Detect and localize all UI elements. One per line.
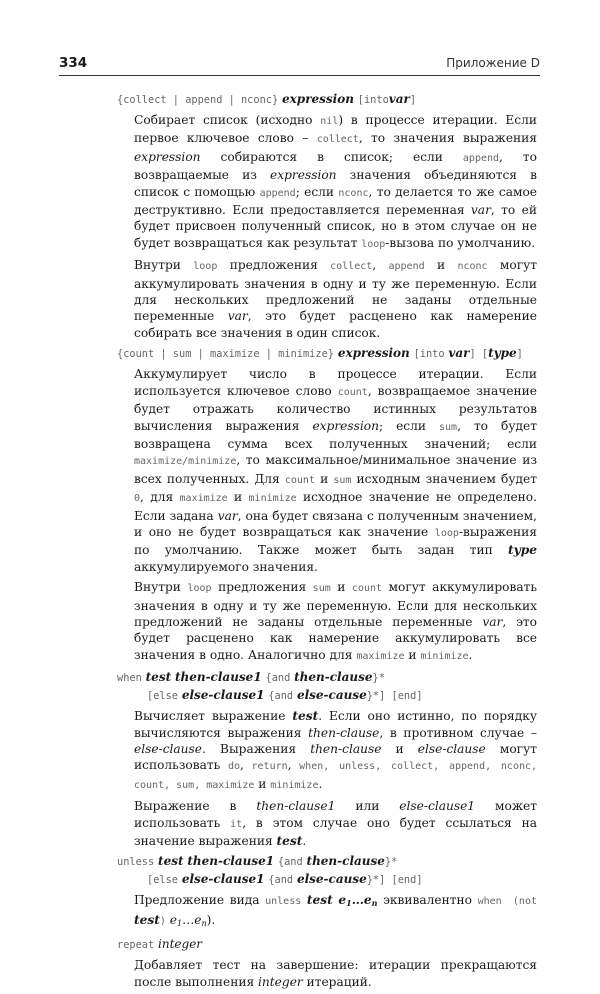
e1-en <box>338 893 377 907</box>
syntax-then-clause: then-clause <box>306 854 385 869</box>
e1-en-2 <box>170 913 207 927</box>
inline-code: loop <box>193 261 218 273</box>
syntax-collect <box>117 91 537 109</box>
syntax-then-clause1: then-clause1 <box>174 670 262 685</box>
syntax-end: }*] [end] <box>366 690 423 703</box>
syntax-test: test <box>158 854 184 869</box>
text-run: предложения <box>211 580 313 595</box>
syntax-and: {and <box>265 672 291 685</box>
paragraph-when-2 <box>134 798 537 849</box>
text-run: предложения <box>217 258 331 273</box>
syntax-count <box>117 345 537 363</box>
text-run: , то значения выражения <box>358 131 537 146</box>
code: ) <box>159 915 166 927</box>
inline-code: nconc <box>457 261 488 273</box>
text-run: Внутри <box>134 258 194 273</box>
inline-code: maximize/minimize <box>134 456 237 468</box>
inline-code: nil <box>320 116 339 127</box>
text-run: ; если <box>378 418 439 433</box>
text-run: , она будет связана с полученным значением, и оно не будет возвращаться как значение <box>134 508 537 539</box>
sub-n: n <box>371 898 378 909</box>
text-run: , это будет расценено как намерение собирать все значения в один список. <box>134 309 537 340</box>
inline-code: loop <box>187 583 212 595</box>
text-run: , то возвращаемые из <box>134 149 538 183</box>
inline-term: type <box>508 543 537 558</box>
inline-term: var <box>217 508 238 523</box>
page-number: 334 <box>59 55 88 71</box>
text: эквивалентно <box>377 893 478 908</box>
inline-code: collect <box>330 261 373 273</box>
syntax-unless-keyword: unless <box>117 856 155 869</box>
syntax-then-clause1: then-clause1 <box>187 854 275 869</box>
dots: … <box>351 893 364 908</box>
paragraph-when-1 <box>134 708 537 794</box>
syntax-expression: expression <box>337 346 410 361</box>
e: e <box>338 893 347 908</box>
syntax-end: }*] [end] <box>366 874 423 887</box>
syntax-type: type <box>488 346 517 361</box>
syntax-and: {and <box>268 690 294 703</box>
text: Предложение вида <box>134 893 266 908</box>
inline-code: sum <box>312 583 331 595</box>
text-run: , это будет расценено как намерение аккумулировать все значения в одно. Аналогично для <box>134 614 538 662</box>
syntax-then-clause: then-clause <box>294 670 373 685</box>
syntax-else: [else <box>147 874 178 887</box>
inline-code: append <box>259 187 296 199</box>
test: test <box>134 912 160 927</box>
text-run: могут аккумулировать значения в одну и ту же переменную. Если для нескольких предложений не заданы отдельные переменные <box>134 580 538 629</box>
syntax-keywords: {collect | append | nconc} <box>117 94 279 106</box>
syntax-integer: integer <box>158 937 203 952</box>
text-run: . Выражения <box>202 742 311 756</box>
e: e <box>363 893 372 908</box>
running-title: Приложение D <box>446 56 540 70</box>
syntax-var: var <box>388 92 410 106</box>
inline-code: maximize <box>179 493 228 505</box>
inline-code: loop <box>434 527 459 539</box>
page-body <box>117 91 537 994</box>
inline-code: return <box>251 761 288 773</box>
inline-code: append <box>388 261 425 273</box>
text-run: , то ей будет присвоен полученный список, но в этом случае он не будет возвращаться как результат <box>134 203 537 250</box>
syntax-star: }* <box>384 856 398 869</box>
text-run: могут аккумулировать значения в одну и ту же переменную. Если для нескольких предложений не заданы отдельные переменные <box>134 258 538 324</box>
text-run: и <box>424 258 458 273</box>
syntax-else-clause1: else-clause1 <box>181 688 265 703</box>
header-rule <box>59 75 540 76</box>
text-run: . <box>302 834 307 849</box>
text-run: . <box>318 776 323 791</box>
syntax-unless <box>117 853 537 889</box>
text-run: . Если оно истинно, по порядку вычисляются выражения <box>134 709 538 740</box>
text-run: может использовать <box>134 799 538 830</box>
syntax-else-line <box>117 871 537 889</box>
inline-code: sum <box>439 421 458 433</box>
syntax-test: test <box>145 670 172 685</box>
inline-term: else-clause <box>134 742 203 756</box>
inline-code: collect <box>316 134 359 146</box>
syntax-else-line <box>117 687 537 705</box>
e: e <box>194 912 202 927</box>
dots: … <box>182 912 195 927</box>
syntax-and: {and <box>277 856 303 869</box>
text-run: и <box>314 471 334 486</box>
inline-term: else-clause1 <box>399 799 476 814</box>
text-run: и <box>381 742 418 756</box>
inline-code: do <box>227 761 240 773</box>
text-run: , в этом случае оно будет ссылаться на значение выражения <box>134 815 537 849</box>
text-run: Собирает список (исходно <box>134 113 321 127</box>
text-run: Вычисляет выражение <box>134 709 293 724</box>
paragraph-collect-1 <box>134 112 537 253</box>
text-run: , возвращаемое значение будет отражать количество истинных результатов вычисления выражения <box>134 383 537 433</box>
paragraph-unless: Предложение вида unless test $e_1\dots e_n$ эквивалентно when (not test) $e_1\dots e_n$). <box>134 893 537 928</box>
syntax-into: [into <box>357 94 389 106</box>
inline-code: append <box>462 152 500 164</box>
text-run: , то делается то же самое деструктивно. Если предоставляется переменная <box>134 184 537 218</box>
inline-term: expression <box>270 168 337 183</box>
sub-1: 1 <box>346 898 352 909</box>
text-run: могут использовать <box>134 742 537 773</box>
text-run: , <box>239 758 252 773</box>
code: (not <box>512 896 537 908</box>
inline-code: when, unless, collect, append, nconc, count, sum, maximize <box>134 761 538 791</box>
text-run: собираются в список; если <box>200 149 463 164</box>
paragraph-repeat <box>134 957 537 990</box>
syntax-else-cause: else-cause <box>296 688 367 703</box>
inline-code: minimize <box>248 493 297 505</box>
syntax-else: [else <box>147 690 178 703</box>
syntax-else-cause: else-cause <box>296 872 367 887</box>
inline-term: then-clause <box>310 742 382 756</box>
syntax-repeat-keyword: repeat <box>117 939 155 952</box>
inline-code: count <box>351 583 383 595</box>
e: e <box>169 912 177 927</box>
text-run: или <box>335 799 400 814</box>
text-run: Аккумулирует число в процессе итерации. Если используется ключевое слово <box>134 367 537 398</box>
code: unless <box>265 896 302 908</box>
syntax-bracket: ] [ <box>469 348 489 361</box>
syntax-when-keyword: when <box>117 672 142 685</box>
text-run: аккумулируемого значения. <box>134 559 318 574</box>
syntax-repeat <box>117 936 537 954</box>
paragraph-count-2 <box>134 579 537 665</box>
paragraph-collect-2 <box>134 257 537 341</box>
inline-term: test <box>276 834 303 849</box>
code: ) <box>206 912 212 927</box>
text-run: Добавляет тест на завершение: итерации прекращаются после выполнения <box>134 958 537 989</box>
text-run: и <box>254 776 271 791</box>
inline-term: var <box>227 309 248 324</box>
text-run: значения объединяются в список с помощью <box>134 168 537 199</box>
sub-1: 1 <box>177 918 183 928</box>
syntax-expression: expression <box>282 92 354 106</box>
syntax-star: }* <box>372 672 385 685</box>
syntax-keywords: {count | sum | maximize | minimize} <box>117 348 334 361</box>
text-run: , в противном случае – <box>379 725 538 740</box>
inline-code: 0 <box>134 493 141 505</box>
inline-term: var <box>482 614 503 629</box>
inline-code: sum <box>333 474 352 486</box>
paragraph-count-1 <box>134 366 537 575</box>
text-run: ; если <box>295 184 339 199</box>
syntax-bracket: ] <box>409 94 417 106</box>
syntax-bracket: ] <box>516 348 523 361</box>
text-run: исходным значением будет <box>351 471 537 486</box>
text-run: -выражения по умолчанию. Также может быть задан тип <box>134 524 537 558</box>
text-run: ) в процессе итерации. Если первое ключевое слово – <box>134 113 537 146</box>
syntax-var: var <box>448 346 470 361</box>
text-run: , то максимальное/минимальное значение из всех полученных. Для <box>134 453 537 486</box>
text-run: и <box>330 580 352 595</box>
inline-term: then-clause <box>308 725 380 740</box>
inline-code: minimize <box>420 650 469 662</box>
inline-term: var <box>470 203 491 218</box>
inline-term: test <box>292 709 319 724</box>
text-run: и <box>404 647 421 662</box>
code: when <box>477 896 502 908</box>
syntax-else-clause1: else-clause1 <box>181 872 265 887</box>
inline-term: expression <box>134 149 201 164</box>
sub-n: n <box>201 918 207 928</box>
inline-code: count <box>284 474 315 486</box>
text-run: -вызова по умолчанию. <box>385 235 536 250</box>
inline-code: maximize <box>356 650 405 662</box>
text-run: и <box>227 490 249 505</box>
test: test <box>306 893 333 908</box>
text-run: , то будет возвращена сумма всех полученных значений; если <box>134 418 537 451</box>
inline-term: then-clause1 <box>256 799 336 814</box>
syntax-and: {and <box>268 874 294 887</box>
inline-term: else-clause <box>417 742 486 756</box>
inline-code: loop <box>361 238 386 250</box>
syntax-into: [into <box>413 348 445 361</box>
inline-code: nconc <box>338 187 369 199</box>
text-run: Выражение в <box>134 799 257 814</box>
text-run: исходное значение не определено. Если задана <box>134 490 537 523</box>
page-header <box>59 55 540 77</box>
syntax-when <box>117 669 537 705</box>
inline-code: it <box>230 818 243 830</box>
inline-term: expression <box>312 418 379 433</box>
inline-term: integer <box>258 974 303 989</box>
text-run: Внутри <box>134 580 188 595</box>
text-run: итераций. <box>302 974 372 989</box>
text-run: , <box>372 258 389 273</box>
inline-code: count <box>337 386 368 398</box>
text-run: , для <box>140 490 180 505</box>
inline-code: minimize <box>270 779 319 791</box>
text-run: , <box>287 758 300 773</box>
text-run: . <box>468 647 473 662</box>
